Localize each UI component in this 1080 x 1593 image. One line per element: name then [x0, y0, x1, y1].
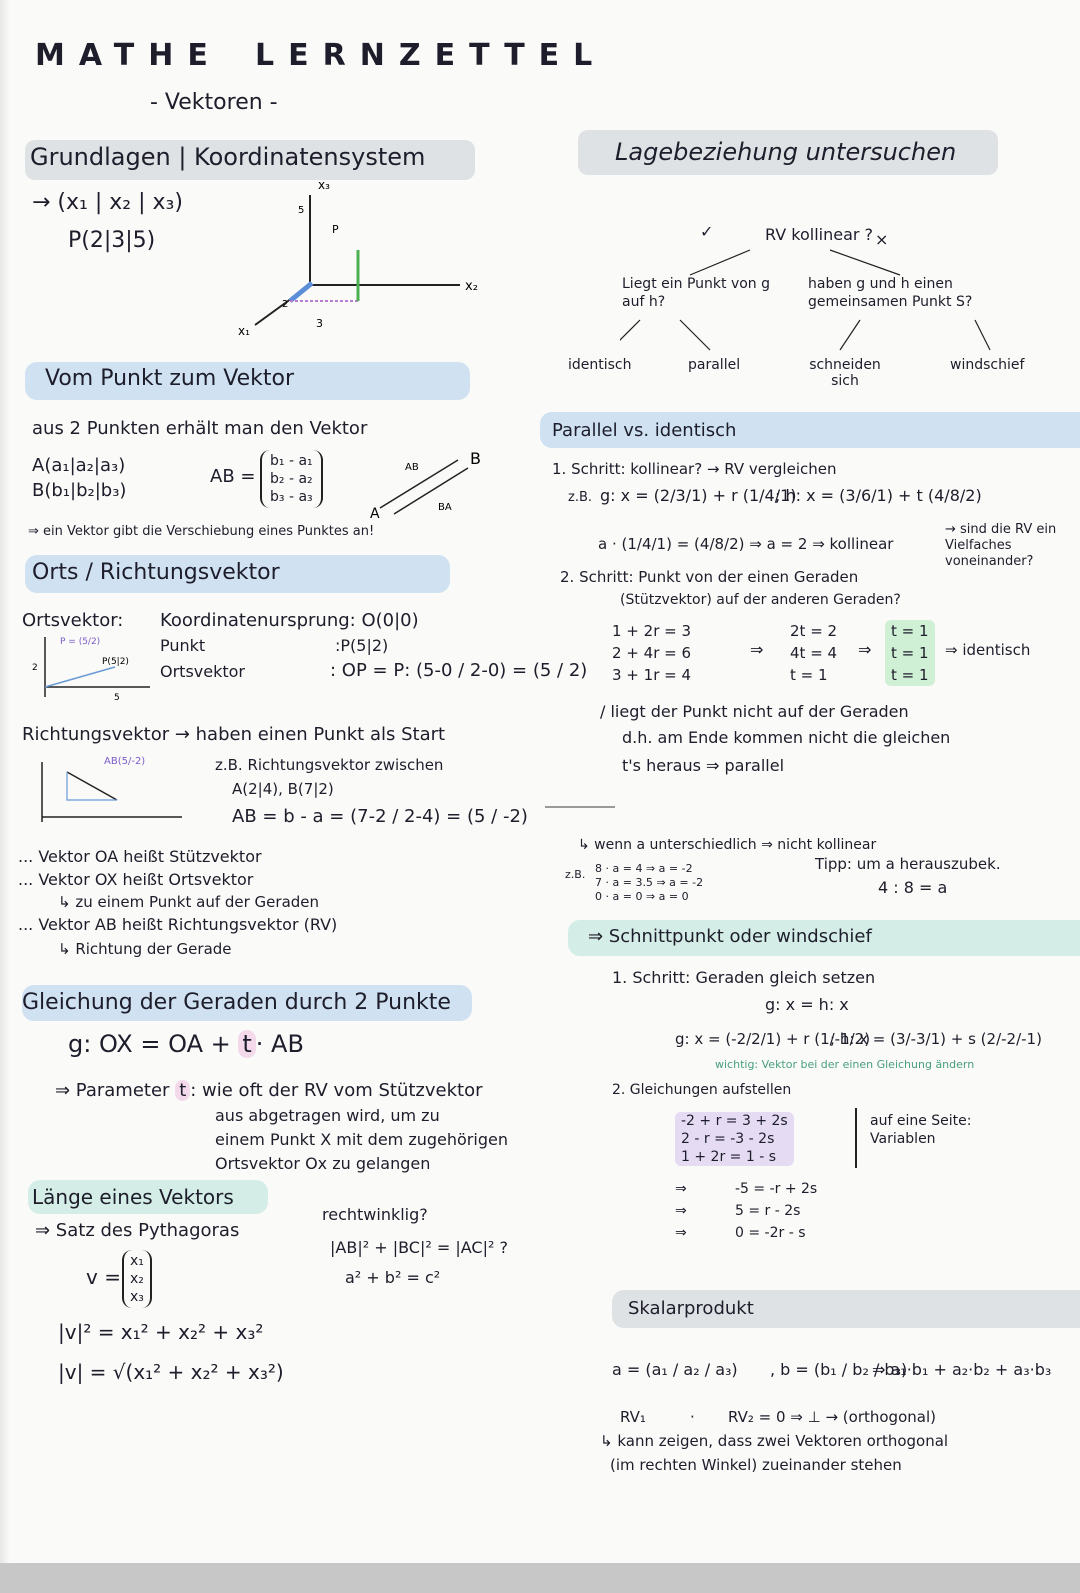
eq-g: g: x = (2/3/1) + r (1/4/1) — [600, 486, 797, 505]
a-label: A — [370, 506, 380, 520]
matrix-row: x₃ — [130, 1289, 144, 1305]
x3-label: x₃ — [318, 178, 330, 192]
x1-label: x₁ — [238, 324, 250, 338]
eq-row: 0 = -2r - s — [735, 1225, 806, 1241]
arrow: ⇒ — [750, 640, 764, 659]
point-b: B(b₁|b₂|b₃) — [32, 480, 127, 501]
eq-row: t = 1 — [891, 622, 929, 640]
schnitt-step2: 2. Gleichungen aufstellen — [612, 1082, 792, 1098]
eq-row: 2t = 2 — [790, 622, 838, 640]
branch-line — [690, 250, 750, 275]
matrix-row: x₁ — [130, 1253, 144, 1269]
skalar-formel: ⇒ a₁·b₁ + a₂·b₂ + a₃·b₃ — [872, 1360, 1052, 1379]
eq-row: -2 + r = 3 + 2s — [681, 1113, 788, 1129]
parameter-line — [55, 1080, 483, 1101]
row: 7 · a = 3.5 ⇒ a = -2 — [595, 876, 704, 889]
vektor-note: ⇒ ein Vektor gibt die Verschiebung eines Punktes an! — [28, 524, 375, 539]
matrix-row: x₂ — [130, 1271, 144, 1287]
abc-eq: a² + b² = c² — [345, 1268, 441, 1287]
richtung-zb: z.B. Richtungsvektor zwischen — [215, 756, 444, 774]
richtung-text: Richtungsvektor → haben einen Punkt als Start — [22, 724, 446, 745]
ba-label: BA — [438, 502, 452, 513]
punkt-label: Punkt — [160, 636, 206, 655]
ab-arrow — [67, 772, 117, 800]
note-dh: d.h. am Ende kommen nicht die gleichen — [622, 728, 951, 747]
eq-row: t = 1 — [790, 666, 828, 684]
heading-gleichung: Gleichung der Geraden durch 2 Punkte — [22, 990, 451, 1015]
title-lernzettel: LERNZETTEL — [255, 38, 607, 73]
x1-component — [290, 283, 312, 301]
ortsvektor-label: Ortsvektor: — [22, 610, 124, 631]
ab-arrow — [380, 460, 458, 508]
subtitle: - Vektoren - — [150, 90, 278, 115]
punkt-value: :P(5|2) — [335, 636, 389, 655]
rechtwinklig: rechtwinklig? — [322, 1205, 428, 1224]
v-def: v = — [86, 1265, 121, 1289]
nicht-rows — [595, 862, 703, 904]
schritt2b: (Stützvektor) auf der anderen Geraden? — [620, 592, 901, 608]
heading-lage: Lagebeziehung untersuchen — [615, 138, 957, 166]
richtung-calc: AB = b - a = (7-2 / 2-4) = (5 / -2) — [232, 806, 528, 827]
result-schneiden: schneiden sich — [809, 357, 881, 389]
ba-arrow — [394, 468, 468, 514]
param-text: ⇒ Parameter — [55, 1080, 176, 1101]
formel-part: · AB — [255, 1030, 304, 1058]
eq-system-right — [885, 620, 935, 686]
check-mark: ✓ — [700, 222, 714, 241]
wichtig-note: wichtig: Vektor bei der einen Gleichung ändern — [715, 1058, 975, 1071]
ortsvektor-diagram — [30, 632, 155, 702]
bullet-orts-sub: ↳ zu einem Punkt auf der Geraden — [58, 893, 320, 911]
schnitt-eq-h: ; h: x = (3/-3/1) + s (2/-2/-1) — [830, 1030, 1042, 1048]
kollinear-calc: a · (1/4/1) = (4/8/2) ⇒ a = 2 ⇒ kollinear — [598, 535, 894, 553]
branch-line — [975, 320, 990, 350]
bottom-bar — [0, 1563, 1080, 1593]
branch-line — [680, 320, 710, 350]
cross-mark: × — [875, 230, 889, 249]
identisch-result: ⇒ identisch — [945, 641, 1031, 659]
eq-row: 2 + 4r = 6 — [612, 644, 692, 662]
bullet-orts: ... Vektor OX heißt Ortsvektor — [18, 870, 254, 889]
eq-system-mid — [790, 620, 837, 686]
ortsvektor-text: Ortsvektor — [160, 662, 245, 681]
heading-laenge: Länge eines Vektors — [32, 1185, 234, 1209]
heading-parallel: Parallel vs. identisch — [552, 420, 737, 441]
param-line4: Ortsvektor Ox zu gelangen — [215, 1154, 431, 1173]
arrow: ⇒ — [675, 1225, 687, 1241]
schritt2: 2. Schritt: Punkt von der einen Geraden — [560, 568, 859, 586]
vec-b: , b = (b₁ / b₂ / b₃) — [770, 1360, 908, 1379]
skalar-note2: (im rechten Winkel) zueinander stehen — [610, 1456, 902, 1474]
op-calc: : OP = P: (5-0 / 2-0) = (5 / 2) — [330, 660, 588, 681]
b-label: B — [470, 449, 481, 468]
eq-row: 1 + 2r = 1 - s — [681, 1149, 776, 1165]
tick-2: 2 — [32, 663, 38, 673]
result-parallel: parallel — [688, 357, 741, 373]
tick-5: 5 — [298, 205, 305, 216]
vector-arrow-diagram — [370, 440, 490, 520]
eq-row: 3 + 1r = 4 — [612, 666, 692, 684]
zb-label: z.B. — [565, 868, 586, 881]
eq-row: t = 1 — [891, 666, 929, 684]
eq-row: -5 = -r + 2s — [735, 1181, 818, 1197]
eq-row: t = 1 — [891, 644, 929, 662]
parameter-t: t — [238, 1030, 255, 1058]
vec-a: a = (a₁ / a₂ / a₃) — [612, 1360, 738, 1379]
eq-system-left — [612, 620, 691, 686]
branch-line — [620, 320, 640, 350]
p-label: P — [332, 223, 339, 236]
v-matrix — [122, 1250, 152, 1308]
tipp: Tipp: um a herauszubek. — [815, 855, 1001, 873]
ab-small-label: AB(5/-2) — [104, 756, 146, 767]
eq-h: ; h: x = (3/6/1) + t (4/8/2) — [775, 486, 982, 505]
p-vector-label: P = (5/2) — [60, 637, 101, 647]
p-label: P(5|2) — [102, 657, 129, 667]
result-identisch: identisch — [568, 357, 632, 373]
laenge-root: |v| = √(x₁² + x₂² + x₃²) — [58, 1360, 284, 1384]
result-windschief: windschief — [950, 357, 1025, 373]
matrix-row: b₃ - a₃ — [270, 489, 313, 505]
ab-matrix — [260, 450, 323, 508]
eq-row: 4t = 4 — [790, 644, 838, 662]
point-a: A(a₁|a₂|a₃) — [32, 455, 126, 476]
dot: · — [690, 1408, 695, 1426]
q-gemeinsamer-punkt: haben g und h einen gemeinsamen Punkt S? — [808, 276, 973, 310]
bullet-stuetz: ... Vektor OA heißt Stützvektor — [18, 847, 262, 866]
title-mathe: MATHE — [35, 38, 222, 73]
schnitt-eq-g: g: x = (-2/2/1) + r (1/-1/2) — [675, 1030, 871, 1048]
schnitt-results — [735, 1178, 817, 1244]
schnitt-step1: 1. Schritt: Geraden gleich setzen — [612, 968, 876, 987]
vielfaches-note: → sind die RV ein Vielfaches voneinander? — [945, 522, 1057, 569]
param-line2: aus abgetragen wird, um zu — [215, 1106, 440, 1125]
row: 0 · a = 0 ⇒ a = 0 — [595, 890, 689, 903]
separator — [855, 1108, 857, 1168]
rv-kollinear-question: RV kollinear ? — [765, 225, 874, 244]
rechtwinklig-eq: |AB|² + |BC|² = |AC|² ? — [330, 1238, 508, 1257]
param-t: t — [175, 1080, 190, 1101]
vektor-intro: aus 2 Punkten erhält man den Vektor — [32, 418, 368, 439]
ab-equals: AB = — [210, 466, 256, 487]
schnitt-system — [675, 1112, 794, 1166]
tipp-calc: 4 : 8 = a — [878, 878, 948, 897]
row: 8 · a = 4 ⇒ a = -2 — [595, 862, 693, 875]
branch-line — [830, 250, 900, 275]
arrow: ⇒ — [858, 640, 872, 659]
heading-schnitt: ⇒ Schnittpunkt oder windschief — [588, 926, 872, 947]
note-parallel: t's heraus ⇒ parallel — [622, 756, 785, 775]
bullet-richtung-sub: ↳ Richtung der Gerade — [58, 940, 232, 958]
tick-2: 2 — [282, 299, 289, 310]
matrix-row: b₁ - a₁ — [270, 453, 313, 469]
rv2-orthogonal: RV₂ = 0 ⇒ ⊥ → (orthogonal) — [728, 1408, 936, 1426]
richtung-points: A(2|4), B(7|2) — [232, 780, 334, 798]
matrix-row: b₂ - a₂ — [270, 471, 313, 487]
eq-row: 5 = r - 2s — [735, 1203, 801, 1219]
ursprung: Koordinatenursprung: O(0|0) — [160, 610, 419, 631]
ortsvektor-arrow — [45, 667, 115, 687]
variablen-note: auf eine Seite: Variablen — [870, 1113, 972, 1147]
branch-line — [840, 320, 860, 350]
skalar-note1: ↳ kann zeigen, dass zwei Vektoren orthogonal — [600, 1432, 949, 1450]
heading-punkt-vektor: Vom Punkt zum Vektor — [45, 366, 295, 391]
nicht-kollinear: ↳ wenn a unterschiedlich ⇒ nicht kollinear — [578, 837, 877, 853]
point-example: P(2|3|5) — [68, 228, 156, 253]
eq-row: 2 - r = -3 - 2s — [681, 1131, 775, 1147]
eq-row: 1 + 2r = 3 — [612, 622, 692, 640]
heading-orts: Orts / Richtungsvektor — [32, 560, 280, 585]
coordinate-system-diagram — [230, 175, 500, 345]
zb-label: z.B. — [568, 490, 593, 505]
param-line3: einem Punkt X mit dem zugehörigen — [215, 1130, 508, 1149]
divider — [545, 806, 615, 808]
schnitt-arrows — [675, 1178, 687, 1244]
tick-3: 3 — [316, 317, 323, 330]
x2-label: x₂ — [465, 279, 478, 294]
q-liegt-punkt: Liegt ein Punkt von g auf h? — [622, 276, 771, 310]
note-nicht-auf: / liegt der Punkt nicht auf der Geraden — [600, 702, 909, 721]
coord-notation: → (x₁ | x₂ | x₃) — [32, 190, 183, 215]
g-equals-h: g: x = h: x — [765, 995, 849, 1014]
heading-skalar: Skalarprodukt — [628, 1298, 754, 1319]
page-shadow — [0, 0, 10, 1593]
richtungsvektor-diagram — [22, 752, 192, 827]
param-text: : wie oft der RV vom Stützvektor — [190, 1080, 483, 1101]
schritt1: 1. Schritt: kollinear? → RV vergleichen — [552, 460, 837, 478]
arrow: ⇒ — [675, 1203, 687, 1219]
geraden-formel — [68, 1030, 304, 1058]
laenge-squared: |v|² = x₁² + x₂² + x₃² — [58, 1320, 264, 1344]
tick-5: 5 — [114, 693, 120, 702]
pythagoras: ⇒ Satz des Pythagoras — [35, 1220, 240, 1241]
ab-label: AB — [405, 462, 419, 473]
bullet-richtung: ... Vektor AB heißt Richtungsvektor (RV) — [18, 915, 338, 934]
formel-part: g: OX = OA + — [68, 1030, 239, 1058]
arrow: ⇒ — [675, 1181, 687, 1197]
heading-grundlagen: Grundlagen | Koordinatensystem — [30, 143, 426, 171]
rv1: RV₁ — [620, 1408, 646, 1426]
